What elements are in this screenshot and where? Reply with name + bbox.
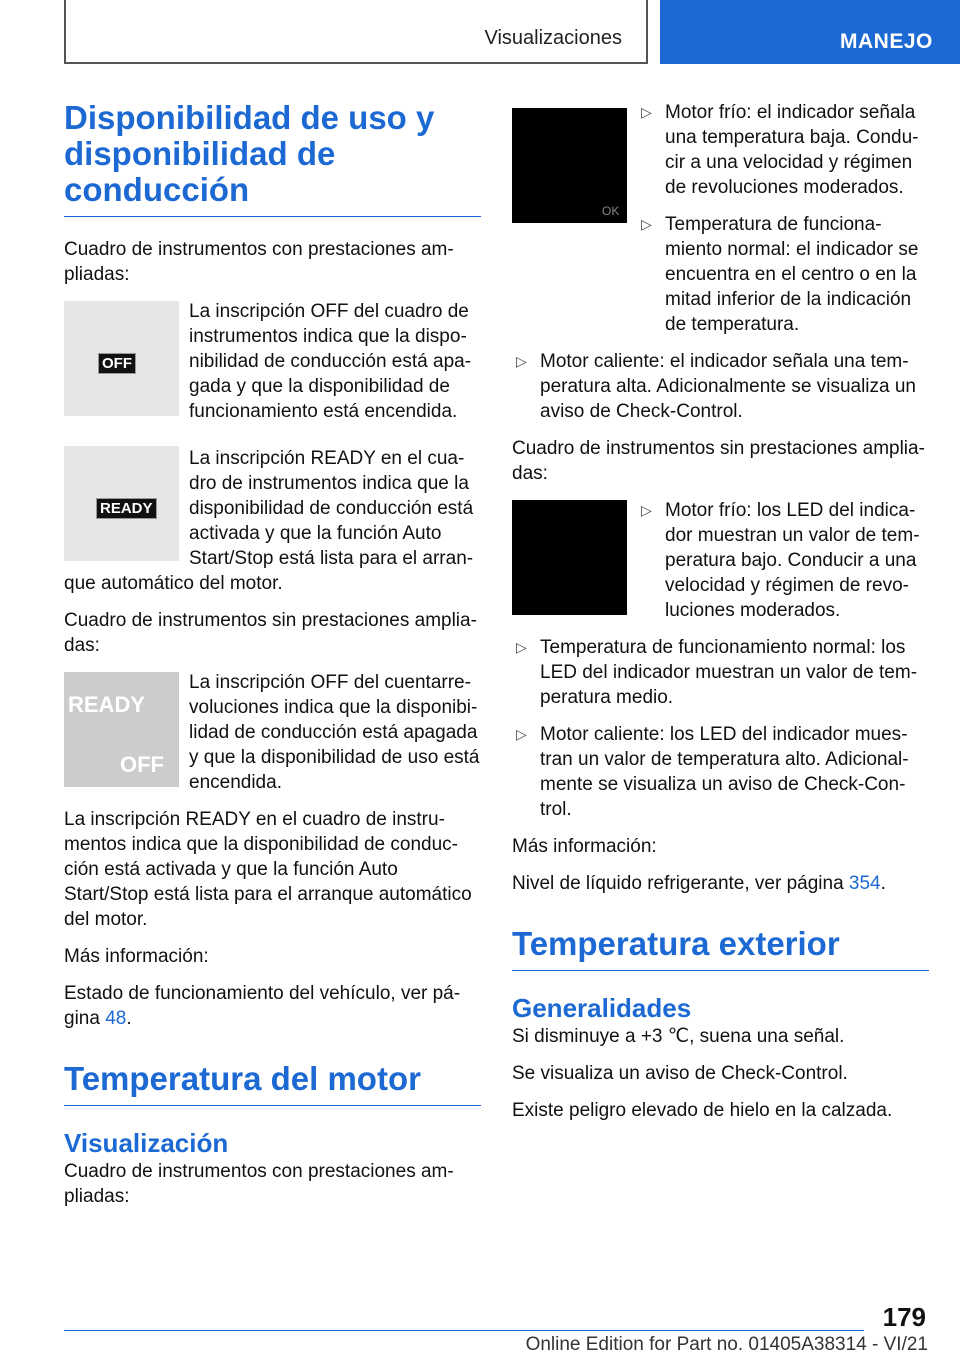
ready-badge: READY [96, 498, 157, 519]
list-item: ▷ Motor caliente: los LED del indicador muestran un valor de temperatura alto. Adicionalmente se visualiza un aviso de Check-Control. [516, 724, 909, 820]
triangle-bullet-icon: ▷ [516, 639, 527, 655]
section-heading-availability: Disponibilidad de uso y disponibilidad de conducción [64, 100, 481, 217]
header-box [64, 0, 648, 64]
section-heading-outside-temperature: Temperatura exterior [512, 926, 929, 971]
header-chapter-tab: MANEJO [660, 0, 960, 64]
general-paragraph: Se visualiza un aviso de Check-Control. [512, 1063, 848, 1084]
page-number: 179 [882, 1302, 926, 1332]
triangle-bullet-icon: ▷ [641, 216, 652, 232]
list-item: ▷ Motor caliente: el indicador señala una temperatura alta. Adicionalmente se visualiza un aviso de Check-Control. [516, 351, 917, 422]
gauge-ok-label: OK [602, 204, 620, 218]
list-item: ▷ Temperatura de funcionamiento normal: el indicador se encuentra en el centro o en la mitad inferior de la indicación de temperatura. [641, 214, 919, 335]
ready-basic-description: La inscripción READY en el cuadro de instrumentos indica que la disponibilidad de conducción está activada y que la función Auto Start/Stop está lista para el arranque automático del motor. [64, 809, 472, 930]
triangle-bullet-icon: ▷ [641, 104, 652, 120]
edition-note: Online Edition for Part no. 01405A38314 - VI/21 [525, 1334, 928, 1355]
temperature-gauge-extended-image [512, 108, 627, 223]
tacho-off-description: La inscripción OFF del cuentarrevoluciones indica que la disponibilidad de conducción está apagada y que la disponibilidad de uso está encendida. [189, 672, 480, 793]
subheading-display: Visualización [64, 1128, 229, 1158]
page-link-354[interactable]: 354 [848, 873, 881, 894]
list-item: ▷ Motor frío: los LED del indicador muestran un valor de temperatura bajo. Conducir a una velocidad y régimen de revoluciones moderados. [641, 500, 920, 621]
temperature-led-basic-image [512, 500, 627, 615]
reference-operating-state: Estado de funcionamiento del vehículo, ver página 48. [64, 983, 461, 1029]
subheading-general: Generalidades [512, 993, 692, 1023]
triangle-bullet-icon: ▷ [516, 353, 527, 369]
footer-divider [64, 1330, 864, 1331]
section-heading-engine-temperature: Temperatura del motor [64, 1061, 481, 1106]
intro-display-extended: Cuadro de instrumentos con prestaciones ampliadas: [64, 1161, 454, 1207]
triangle-bullet-icon: ▷ [641, 502, 652, 518]
off-badge: OFF [98, 353, 136, 374]
off-indicator-image [64, 301, 179, 416]
right-column [512, 100, 929, 1135]
triangle-bullet-icon: ▷ [516, 726, 527, 742]
tacho-off-label: OFF [120, 752, 164, 777]
general-paragraph: Existe peligro elevado de hielo en la calzada. [512, 1100, 893, 1121]
more-info-label-left: Más información: [64, 946, 209, 967]
header-section-title: Visualizaciones [484, 27, 622, 49]
general-paragraph: Si disminuye a +3 ℃, suena una señal. [512, 1026, 845, 1047]
ready-indicator-image [64, 446, 179, 561]
reference-coolant-level: Nivel de líquido refrigerante, ver página 354. [512, 873, 886, 894]
intro-basic-cluster: Cuadro de instrumentos sin prestaciones ampliadas: [64, 610, 477, 656]
intro-extended-cluster: Cuadro de instrumentos con prestaciones ampliadas: [64, 239, 454, 285]
intro-basic-cluster-right: Cuadro de instrumentos sin prestaciones ampliadas: [512, 438, 925, 484]
list-item: ▷ Temperatura de funcionamiento normal: los LED del indicador muestran un valor de temperatura medio. [516, 637, 918, 708]
more-info-label-right: Más información: [512, 836, 657, 857]
left-column [64, 100, 481, 1221]
tachometer-ready-off-image [64, 672, 179, 787]
tacho-ready-label: READY [68, 692, 146, 717]
ready-description: La inscripción READY en el cuadro de instrumentos indica que la disponibilidad de conducción está activada y que la función Auto Start/Stop está lista para el arranque automático del motor. [64, 448, 474, 594]
off-description: La inscripción OFF del cuadro de instrumentos indica que la disponibilidad de conducción está apagada y que la disponibilidad de funcionamiento está encendida. [189, 301, 472, 422]
list-item: ▷ Motor frío: el indicador señala una temperatura baja. Conducir a una velocidad y régimen de revoluciones moderados. [641, 102, 919, 198]
page-link-48[interactable]: 48 [105, 1008, 127, 1029]
